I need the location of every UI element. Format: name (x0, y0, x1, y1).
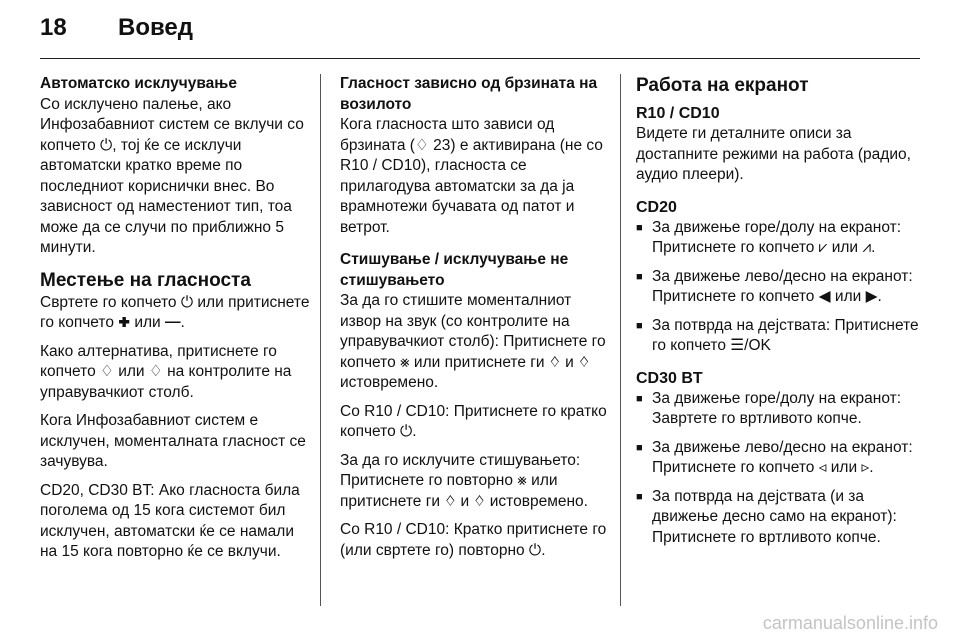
paragraph-volume-limit: CD20, CD30 BT: Ако гласноста била поголема од 15 кога системот бил исклучен, автоматски ќе се намали на 15 кога повторно ќе се вклучи. (40, 481, 300, 560)
paragraph-volume-alt: Како алтернатива, притиснете го копчето ♢ или ♢ на контролите на управувачкиот столб. (40, 342, 292, 401)
paragraph-unmute: За да го исклучите стишувањето: Притиснете го повторно ⨳ или притиснете ги ♢ и ♢ истовремено. (340, 451, 588, 510)
list-item: ■ За движење лево/десно на екранот: Притиснете го копчето ◀ или ▶. (636, 267, 921, 308)
list-cd20 (636, 218, 921, 357)
paragraph-mute: За да го стишите моменталниот извор на звук (со контролите на управувачкиот столб): Притиснете го копчето ⨳ или притиснете ги ♢ и ♢ истовремено. (340, 292, 606, 391)
heading-display-operation: Работа на екранот (636, 75, 809, 96)
subheading-r10-cd10: R10 / CD10 (636, 105, 720, 122)
header-divider (40, 58, 920, 59)
list-item: ■ За движење горе/долу на екранот: Завртете го вртливото копче. (636, 389, 921, 430)
page-title: Вовед (118, 14, 194, 41)
column-right (636, 74, 921, 556)
subheading-cd20: CD20 (636, 198, 677, 216)
list-cd30bt (636, 389, 921, 549)
paragraph-auto-off: Со исклучено палење, ако Инфозабавниот систем се вклучи со копчето ⏻, тој ќе се исклучи автоматски кратко време по последниот кориснички внес. Во зависност од наместениот тип, тоа може да се случи по приближно 5 минути. (40, 95, 304, 256)
paragraph-volume-knob: Свртете го копчето ⏻ или притиснете го копчето ✚ или ━. (40, 293, 310, 331)
column-divider-2 (620, 74, 621, 606)
list-item: ■ За движење горе/долу на екранот: Притиснете го копчето ⩗ или ⩘. (636, 218, 921, 259)
paragraph-mute-r10: Со R10 / CD10: Притиснете го кратко копчето ⏻. (340, 402, 607, 440)
heading-auto-off: Автоматско исклучување (40, 75, 237, 92)
paragraph-speed-volume: Кога гласноста што зависи од брзината (♢ 23) е активирана (не со R10 / CD10), гласноста се прилагодува автоматски за да ја врамнотежи бучавата од патот и ветрот. (340, 116, 603, 236)
paragraph-volume-saved: Кога Инфозабавниот систем е исклучен, моменталната гласност се зачувува. (40, 412, 306, 470)
column-middle (340, 74, 612, 561)
list-item: ■ За потврда на дејствата: Притиснете го копчето ☰/OK (636, 316, 921, 357)
page-number: 18 (40, 14, 67, 41)
column-left (40, 74, 310, 563)
heading-mute: Стишување / исклучување не стишувањето (340, 251, 569, 289)
paragraph-r10-cd10: Видете ги деталните описи за достапните режими на работа (радио, аудио плеери). (636, 125, 911, 183)
column-divider-1 (320, 74, 321, 606)
watermark: carmanualsonline.info (762, 613, 938, 633)
paragraph-unmute-r10: Со R10 / CD10: Кратко притиснете го (или свртете го) повторно ⏻. (340, 521, 607, 559)
subheading-cd30bt: CD30 BT (636, 369, 703, 387)
list-item: ■ За движење лево/десно на екранот: Притиснете го копчето ◃ или ▹. (636, 438, 921, 479)
list-item: ■ За потврда на дејствата (и за движење десно само на екранот): Притиснете го вртливото копче. (636, 487, 921, 549)
heading-speed-volume: Гласност зависно од брзината на возилото (340, 75, 598, 113)
heading-volume: Местење на гласноста (40, 269, 251, 291)
